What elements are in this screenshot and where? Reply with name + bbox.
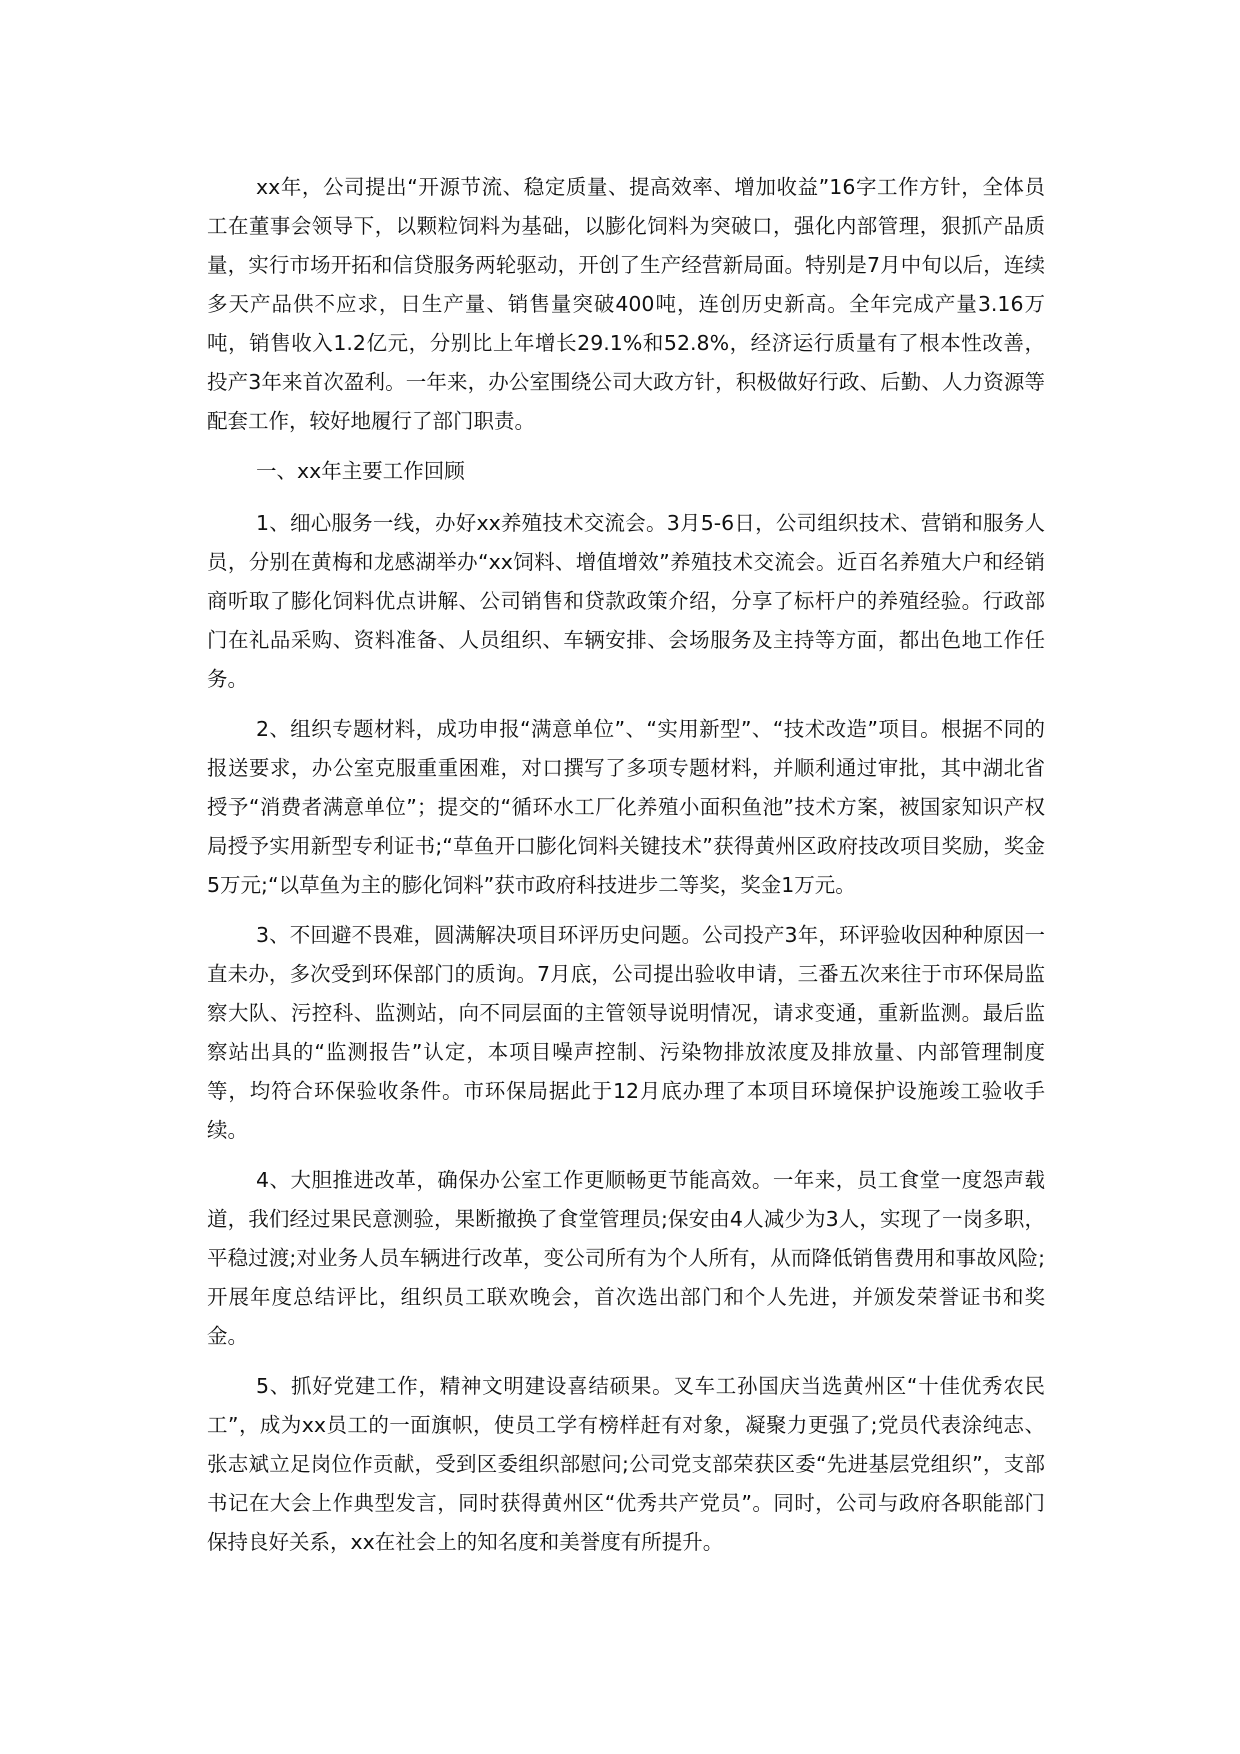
item-3-paragraph: 3、不回避不畏难，圆满解决项目环评历史问题。公司投产3年，环评验收因种种原因一直未办，多次受到环保部门的质询。7月底，公司提出验收申请，三番五次来往于市环保局监察大队、污控科、监测站，向不同层面的主管领导说明情况，请求变通，重新监测。最后监察站出具的“监测报告”认定，本项目噪声控制、污染物排放浓度及排放量、内部管理制度等，均符合环保验收条件。市环保局据此于12月底办理了本项目环境保护设施竣工验收手续。 <box>207 923 1045 1142</box>
section-heading: 一、xx年主要工作回顾 <box>256 459 465 483</box>
item-1-paragraph: 1、细心服务一线，办好xx养殖技术交流会。3月5-6日，公司组织技术、营销和服务人员，分别在黄梅和龙感湖举办“xx饲料、增值增效”养殖技术交流会。近百名养殖大户和经销商听取了膨化饲料优点讲解、公司销售和贷款政策介绍，分享了标杆户的养殖经验。行政部门在礼品采购、资料准备、人员组织、车辆安排、会场服务及主持等方面，都出色地工作任务。 <box>207 511 1045 691</box>
item-4-paragraph: 4、大胆推进改革，确保办公室工作更顺畅更节能高效。一年来，员工食堂一度怨声载道，我们经过果民意测验，果断撤换了食堂管理员;保安由4人减少为3人，实现了一岗多职，平稳过渡;对业务人员车辆进行改革，变公司所有为个人所有，从而降低销售费用和事故风险;开展年度总结评比，组织员工联欢晚会，首次选出部门和个人先进，并颁发荣誉证书和奖金。 <box>207 1168 1045 1348</box>
intro-paragraph: xx年，公司提出“开源节流、稳定质量、提高效率、增加收益”16字工作方针，全体员工在董事会领导下，以颗粒饲料为基础，以膨化饲料为突破口，强化内部管理，狠抓产品质量，实行市场开拓和信贷服务两轮驱动，开创了生产经营新局面。特别是7月中旬以后，连续多天产品供不应求，日生产量、销售量突破400吨，连创历史新高。全年完成产量3.16万吨，销售收入1.2亿元，分别比上年增长29.1%和52.8%，经济运行质量有了根本性改善，投产3年来首次盈利。一年来，办公室围绕公司大政方针，积极做好行政、后勤、人力资源等配套工作，较好地履行了部门职责。 <box>207 175 1045 433</box>
item-5-paragraph: 5、抓好党建工作，精神文明建设喜结硕果。叉车工孙国庆当选黄州区“十佳优秀农民工”，成为xx员工的一面旗帜，使员工学有榜样赶有对象，凝聚力更强了;党员代表涂纯志、张志斌立足岗位作贡献，受到区委组织部慰问;公司党支部荣获区委“先进基层党组织”，支部书记在大会上作典型发言，同时获得黄州区“优秀共产党员”。同时，公司与政府各职能部门保持良好关系，xx在社会上的知名度和美誉度有所提升。 <box>207 1374 1045 1554</box>
document-body <box>207 168 1045 1573</box>
item-2-paragraph: 2、组织专题材料，成功申报“满意单位”、“实用新型”、“技术改造”项目。根据不同的报送要求，办公室克服重重困难，对口撰写了多项专题材料，并顺利通过审批，其中湖北省授予“消费者满意单位”；提交的“循环水工厂化养殖小面积鱼池”技术方案，被国家知识产权局授予实用新型专利证书;“草鱼开口膨化饲料关键技术”获得黄州区政府技改项目奖励，奖金5万元;“以草鱼为主的膨化饲料”获市政府科技进步二等奖，奖金1万元。 <box>207 717 1045 897</box>
